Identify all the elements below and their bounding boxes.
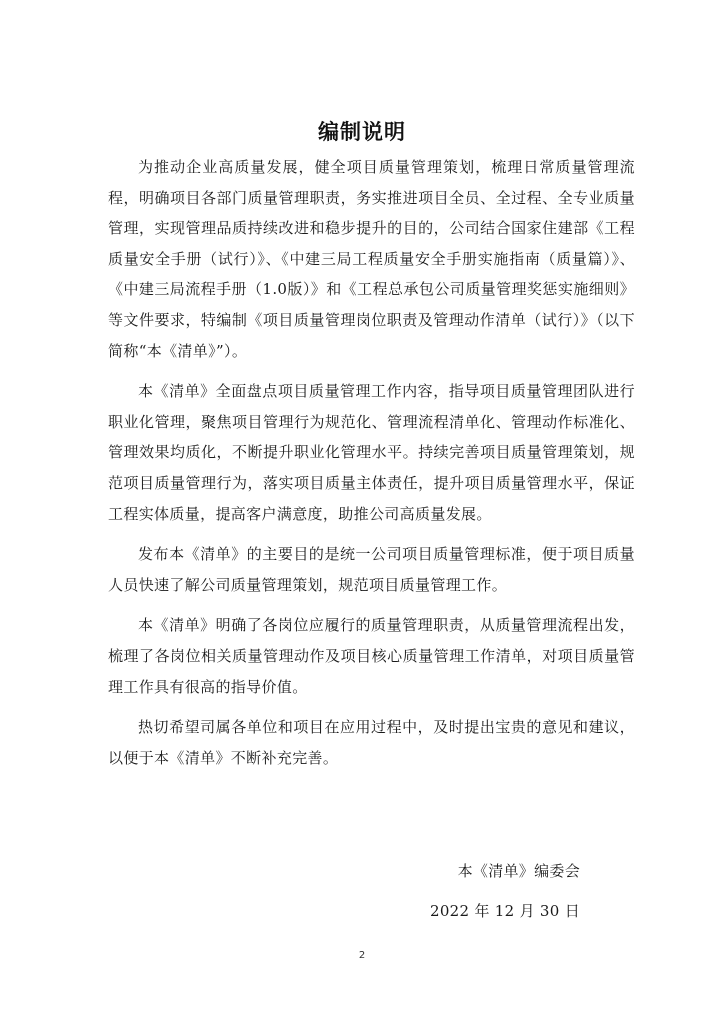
page-title: 编制说明 xyxy=(318,120,406,144)
page-number: 2 xyxy=(358,950,366,961)
paragraph-4: 本《清单》明确了各岗位应履行的质量管理职责，从质量管理流程出发，梳理了各岗位相关质量管理动作及项目核心质量管理工作清单，对项目质量管理工作具有很高的指导价值。 xyxy=(108,616,635,696)
paragraph-2: 本《清单》全面盘点项目质量管理工作内容，指导项目质量管理团队进行职业化管理，聚焦项目管理行为规范化、管理流程清单化、管理动作标准化、管理效果均质化，不断提升职业化管理水平。持续完善项目质量管理策划，规范项目质量管理行为，落实项目质量主体责任，提升项目质量管理水平，保证工程实体质量，提高客户满意度，助推公司高质量发展。 xyxy=(108,382,635,523)
signature-date: 2022 年 12 月 30 日 xyxy=(430,902,580,920)
signature-committee: 本《清单》编委会 xyxy=(457,862,580,880)
paragraph-1: 为推动企业高质量发展，健全项目质量管理策划，梳理日常质量管理流程，明确项目各部门质量管理职责，务实推进项目全员、全过程、全专业质量管理，实现管理品质持续改进和稳步提升的目的，公司结合国家住建部《工程质量安全手册（试行）》、《中建三局工程质量安全手册实施指南（质量篇）》、《中建三局流程手册（1.0版）》和《工程总承包公司质量管理奖惩实施细则》等文件要求，特编制《项目质量管理岗位职责及管理动作清单（试行）》（以下简称“本《清单》”）。 xyxy=(108,158,635,360)
paragraph-3: 发布本《清单》的主要目的是统一公司项目质量管理标准，便于项目质量人员快速了解公司质量管理策划，规范项目质量管理工作。 xyxy=(108,545,635,594)
paragraph-5: 热切希望司属各单位和项目在应用过程中，及时提出宝贵的意见和建议，以便于本《清单》不断补充完善。 xyxy=(108,718,635,767)
body-text xyxy=(108,152,635,783)
